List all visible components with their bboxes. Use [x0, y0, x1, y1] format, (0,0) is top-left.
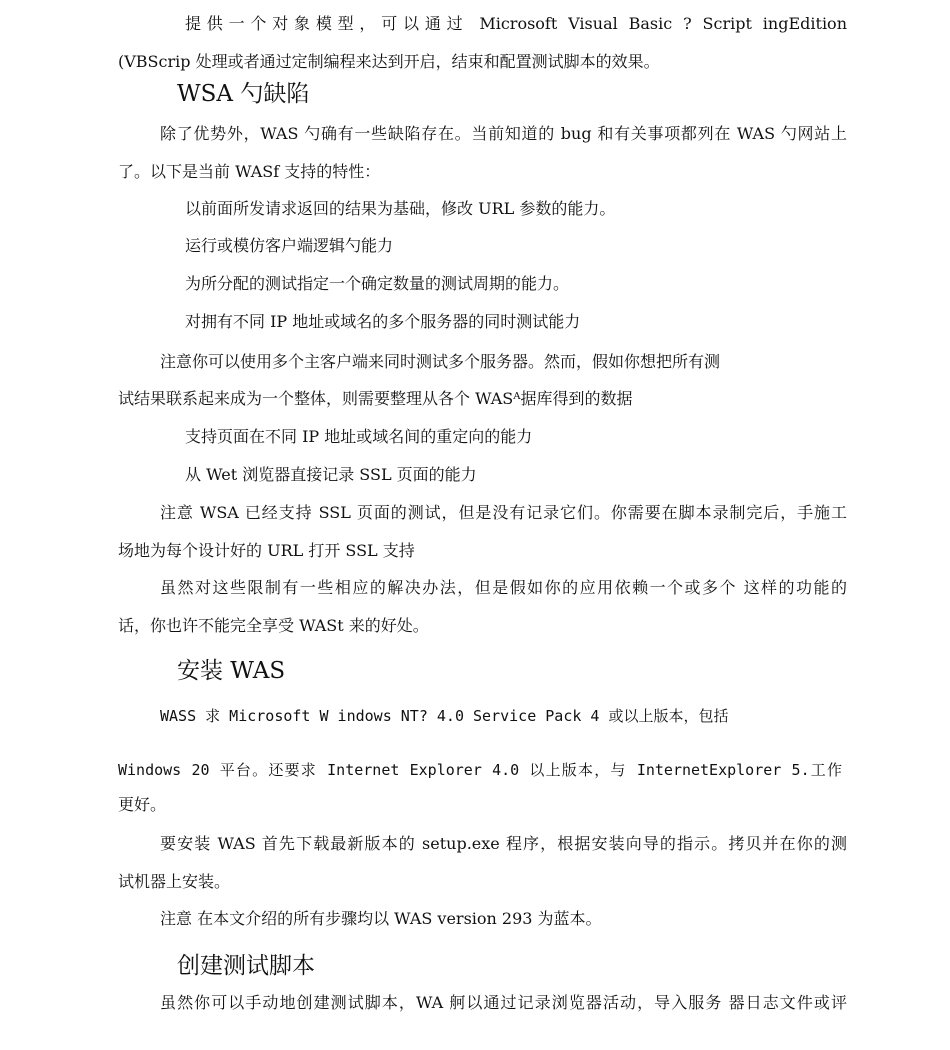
paragraph-line: Windows 20 平台。还要求 Internet Explorer 4.0 以上版本，与 InternetExplorer 5.工作 [118, 761, 842, 779]
feature-list-item: 对拥有不同 IP 地址或域名的多个服务器的同时测试能力 [185, 312, 581, 331]
paragraph-line: 试机器上安装。 [118, 872, 231, 891]
section-heading-install: 安装 WAS [177, 658, 286, 684]
feature-list-item: 以前面所发请求返回的结果为基础，修改 URL 参数的能力。 [185, 199, 616, 218]
paragraph-line: (VBScrip 处理或者通过定制编程来达到开启，结束和配置测试脚本的效果。 [118, 52, 660, 71]
paragraph-line: 除了优势外，WAS 勺确有一些缺陷存在。当前知道的 bug 和有关事项都列在 WAS 勺网站上 [160, 124, 847, 143]
feature-list-item: 为所分配的测试指定一个确定数量的测试周期的能力。 [185, 274, 570, 293]
feature-list-item: 支持页面在不同 IP 地址或域名间的重定向的能力 [185, 427, 533, 446]
section-heading-limitations: WSA 勺缺陷 [177, 81, 310, 107]
note-line: 注意 WSA 已经支持 SSL 页面的测试，但是没有记录它们。你需要在脚本录制完后，手施工 [160, 503, 847, 522]
feature-list-item: 从 Wet 浏览器直接记录 SSL 页面的能力 [185, 465, 477, 484]
paragraph-line: 提供一个对象模型，可以通过 Microsoft Visual Basic ? Script ingEdition [185, 14, 847, 33]
note-line: 试结果联系起来成为一个整体，则需要整理从各个 WASᴬ据库得到的数据 [118, 389, 633, 408]
paragraph-line: 虽然你可以手动地创建测试脚本，WA 舸以通过记录浏览器活动，导入服务 器日志文件或评 [160, 993, 847, 1012]
paragraph-line: 虽然对这些限制有一些相应的解决办法，但是假如你的应用依赖一个或多个 这样的功能的 [160, 578, 847, 597]
note-line: 场地为每个设计好的 URL 打开 SSL 支持 [118, 541, 415, 560]
paragraph-line: 话，你也许不能完全享受 WASt 来的好处。 [118, 616, 429, 635]
paragraph-line: 要安装 WAS 首先下载最新版本的 setup.exe 程序，根据安装向导的指示。拷贝并在你的测 [160, 834, 847, 853]
paragraph-line: 更好。 [118, 795, 167, 814]
note-line: 注意你可以使用多个主客户端来同时测试多个服务器。然而，假如你想把所有测 [160, 352, 721, 371]
feature-list-item: 运行或模仿客户端逻辑勺能力 [185, 236, 394, 255]
paragraph-line: WASS 求 Microsoft W indows NT? 4.0 Service Pack 4 或以上版本，包括 [160, 707, 729, 725]
section-heading-create-script: 创建测试脚本 [177, 953, 315, 979]
note-line: 注意 在本文介绍的所有步骤均以 WAS version 293 为蓝本。 [160, 909, 602, 928]
paragraph-line: 了。以下是当前 WASf 支持的特性： [118, 162, 381, 181]
